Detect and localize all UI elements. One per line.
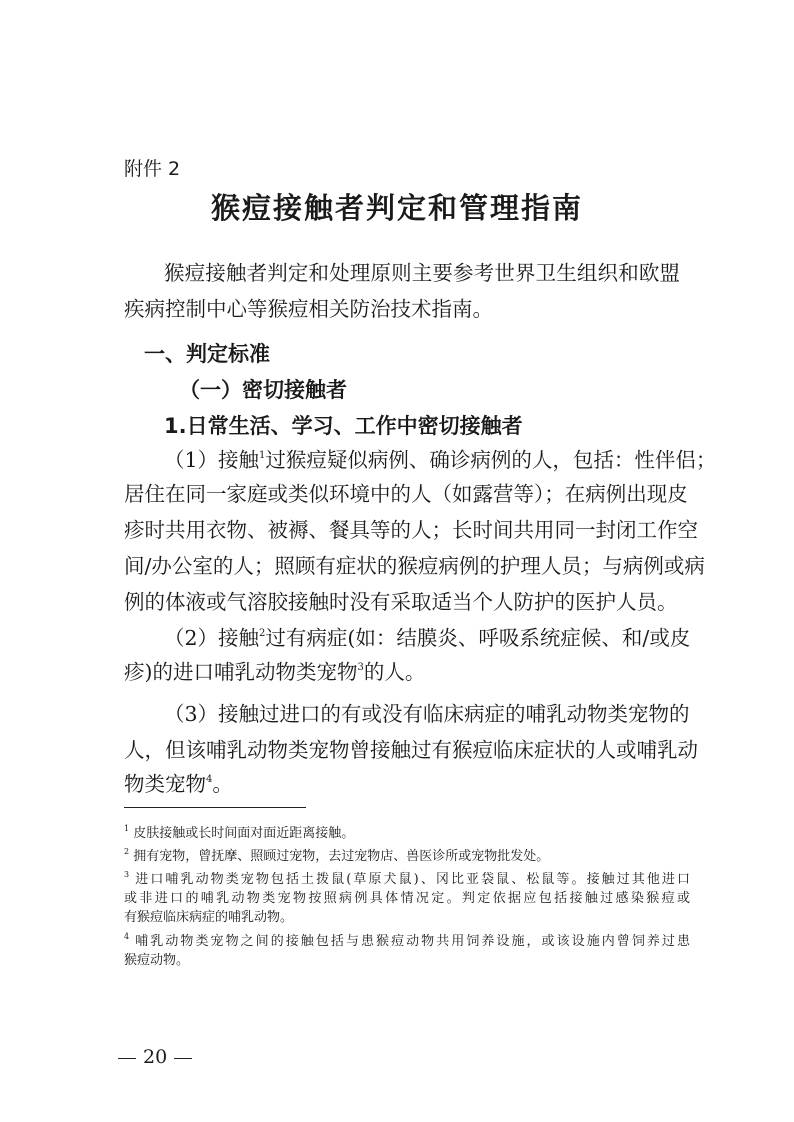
footnote-2: $^2$ 拥有宠物，曾抚摩、照顾过宠物，去过宠物店、兽医诊所或宠物批发处。 (124, 847, 550, 864)
footnote-separator (124, 807, 306, 808)
page-number-left-dash (118, 1058, 136, 1059)
footnote-4-line-1: $^4$ 哺乳动物类宠物之间的接触包括与患猴痘动物共用饲养设施，或该设施内曾饲养过患 (124, 932, 690, 949)
section-heading: 一、判定标准 (144, 342, 270, 366)
page-number-value: 20 (143, 1046, 168, 1068)
document-title: 猴痘接触者判定和管理指南 (210, 191, 583, 225)
footnote-4-line-2: 猴痘动物。 (124, 953, 190, 968)
para2-line-2: 疹)的进口哺乳动物类宠物$^3$的人。 (124, 660, 426, 684)
footnote-3-line-1: $^3$ 进口哺乳动物类宠物包括土拨鼠(草原犬鼠)、冈比亚袋鼠、松鼠等。接触过其他进口 (124, 870, 690, 887)
para1-line-4: 间/办公室的人；照顾有症状的猴痘病例的护理人员；与病例或病 (124, 554, 705, 578)
intro-line-2: 疾病控制中心等猴痘相关防治技术指南。 (124, 297, 493, 321)
footnote-3-line-3: 有猴痘临床病症的哺乳动物。 (124, 910, 294, 925)
intro-line-1: 猴痘接触者判定和处理原则主要参考世界卫生组织和欧盟 (164, 261, 680, 285)
para3-line-2: 人，但该哺乳动物类宠物曾接触过有猴痘临床症状的人或哺乳动 (124, 738, 698, 762)
subsection-heading: （一）密切接触者 (179, 377, 347, 402)
item-heading: 1.日常生活、学习、工作中密切接触者 (164, 414, 523, 438)
para2-line-1: （2）接触$^2$过有病症(如：结膜炎、呼吸系统症候、和/或皮 (164, 626, 691, 650)
para1-line-2: 居住在同一家庭或类似环境中的人（如露营等）；在病例出现皮 (124, 482, 688, 506)
footnote-3-line-2: 或非进口的哺乳动物类宠物按照病例具体情况定。判定依据应包括接触过感染猴痘或 (124, 891, 690, 906)
page-number-right-dash (174, 1058, 192, 1059)
attachment-label: 附件 2 (124, 158, 181, 180)
para3-line-1: （3）接触过进口的有或没有临床病症的哺乳动物类宠物的 (164, 702, 690, 726)
para1-line-5: 例的体液或气溶胶接触时没有采取适当个人防护的医护人员。 (124, 590, 678, 614)
para3-line-3: 物类宠物$^4$。 (124, 772, 233, 796)
para1-line-3: 疹时共用衣物、被褥、餐具等的人；长时间共用同一封闭工作空 (124, 518, 698, 542)
footnote-1: $^1$ 皮肤接触或长时间面对面近距离接触。 (124, 824, 355, 841)
para1-line-1: （1）接触$^1$过猴痘疑似病例、确诊病例的人，包括：性伴侣； (164, 448, 717, 472)
